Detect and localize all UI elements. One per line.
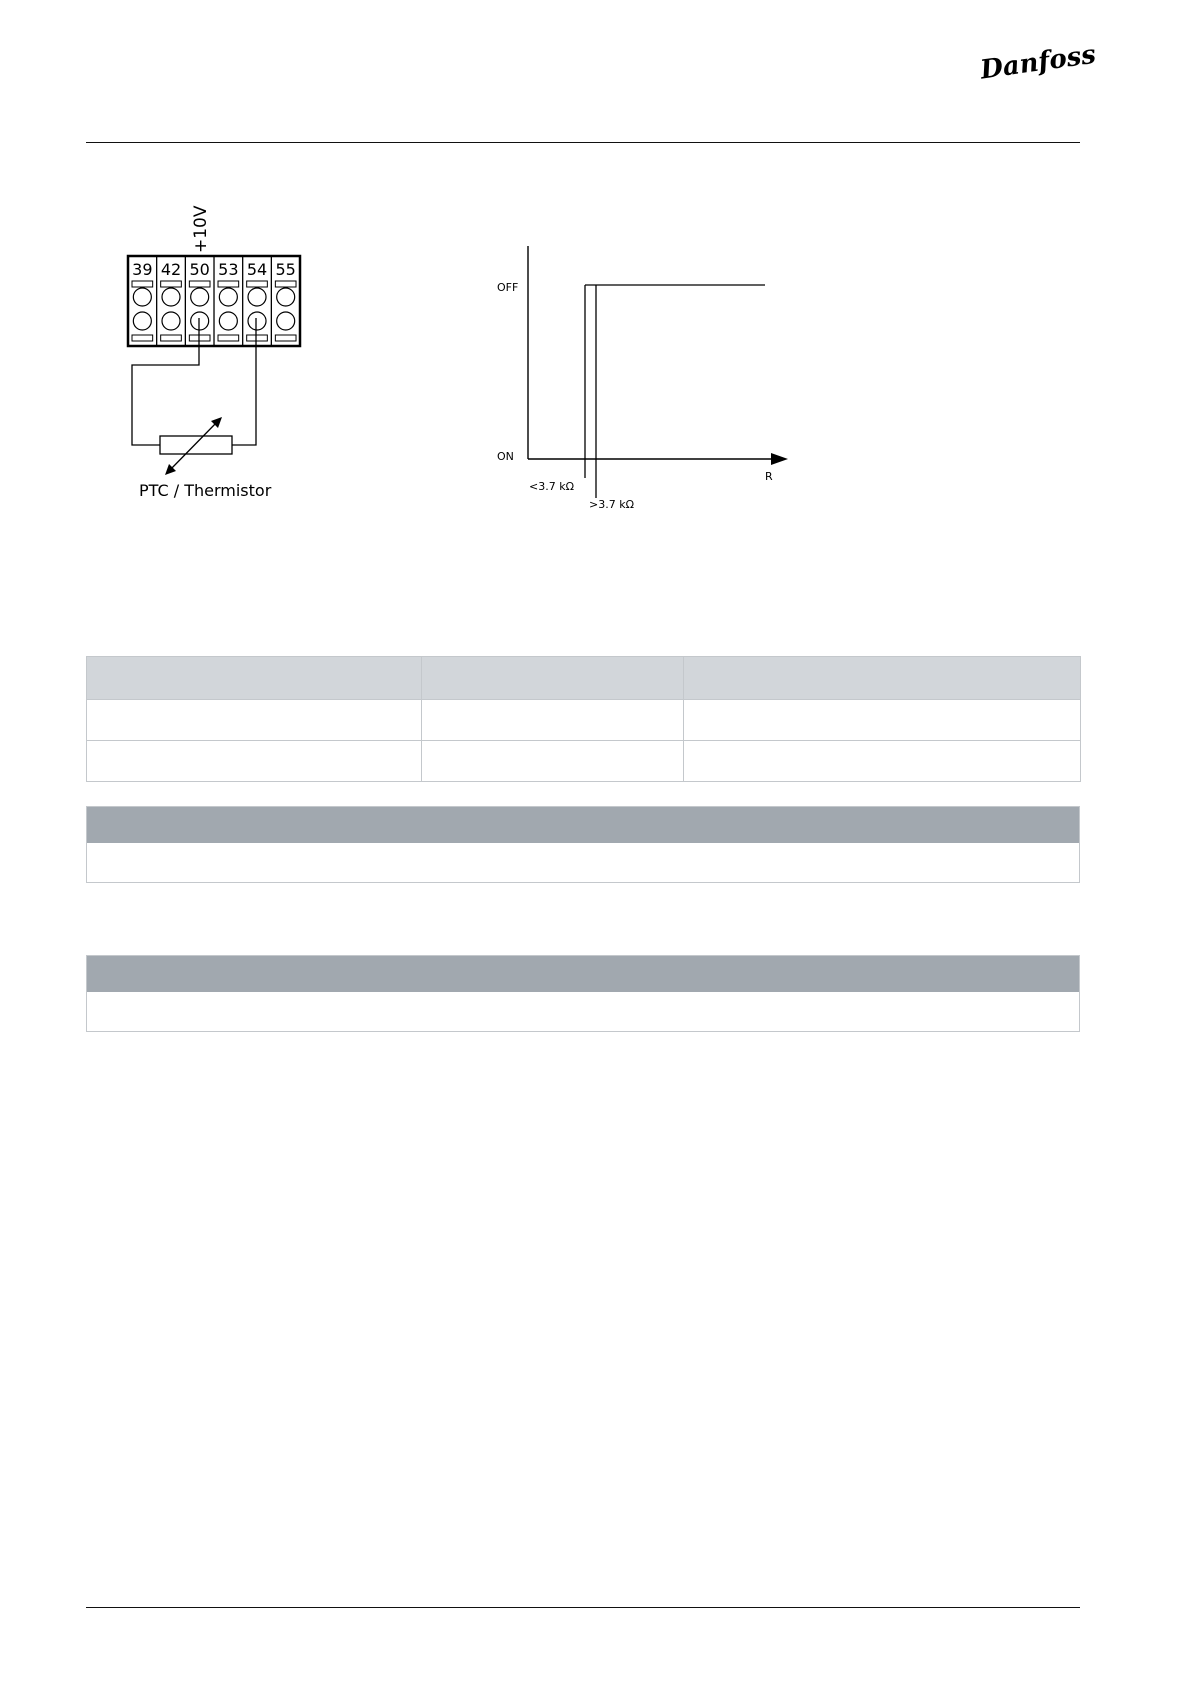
y-label-off: OFF [497,281,519,294]
table-cell [422,700,684,741]
ptc-thermistor-label: PTC / Thermistor [139,481,272,500]
table-header-row [87,657,1081,700]
terminal-tab [189,281,210,287]
notice-title-bar [87,807,1079,843]
settings-table [86,656,1081,782]
table-cell [87,700,422,741]
notice-box-1 [86,806,1080,883]
terminal-tab [275,335,296,341]
terminal-number: 42 [160,260,182,279]
voltage-label: +10V [191,205,211,253]
terminal-screw [219,288,237,306]
terminal-tab [247,281,268,287]
terminal-screw [162,312,180,330]
notice-box-2 [86,955,1080,1032]
terminal-tab [218,335,239,341]
terminal-tab [218,281,239,287]
table-cell [684,741,1081,782]
notice-title-bar [87,956,1079,992]
logo-wordmark: Danfoss [978,39,1098,86]
terminal-screw [191,312,209,330]
terminal-number: 55 [275,260,296,279]
terminal-screw [277,288,295,306]
terminal-tab [132,281,153,287]
terminal-tab [161,335,182,341]
terminal-tab [132,335,153,341]
table-row [87,741,1081,782]
table-cell [422,741,684,782]
terminal-number: 53 [218,260,239,279]
terminal-tab [161,281,182,287]
terminal-tab [189,335,210,341]
terminal-group [132,256,296,346]
y-label-on: ON [497,450,514,463]
terminal-screw [248,288,266,306]
terminal-number: 50 [189,260,210,279]
terminal-screw [219,312,237,330]
table-cell [87,741,422,782]
x-label-r: R [765,470,773,483]
x-axis-arrow [771,453,788,465]
footer-rule [86,1607,1080,1608]
wiring-and-graph-figure [0,0,1191,560]
terminal-tab [247,335,268,341]
threshold-high-label: >3.7 kΩ [589,498,634,511]
terminal-screw [277,312,295,330]
terminal-number: 39 [132,260,153,279]
notice-body [87,992,1079,1031]
terminal-screw [133,312,151,330]
table-cell [684,700,1081,741]
table-header-cell [422,657,684,700]
threshold-low-label: <3.7 kΩ [529,480,574,493]
table-header-cell [87,657,422,700]
terminal-number: 54 [246,260,268,279]
ptc-resistor [160,436,232,454]
notice-body [87,843,1079,882]
terminal-screw [191,288,209,306]
terminal-screw [133,288,151,306]
terminal-screw [162,288,180,306]
table-row [87,700,1081,741]
terminal-screw [248,312,266,330]
table-header-cell [684,657,1081,700]
terminal-tab [275,281,296,287]
